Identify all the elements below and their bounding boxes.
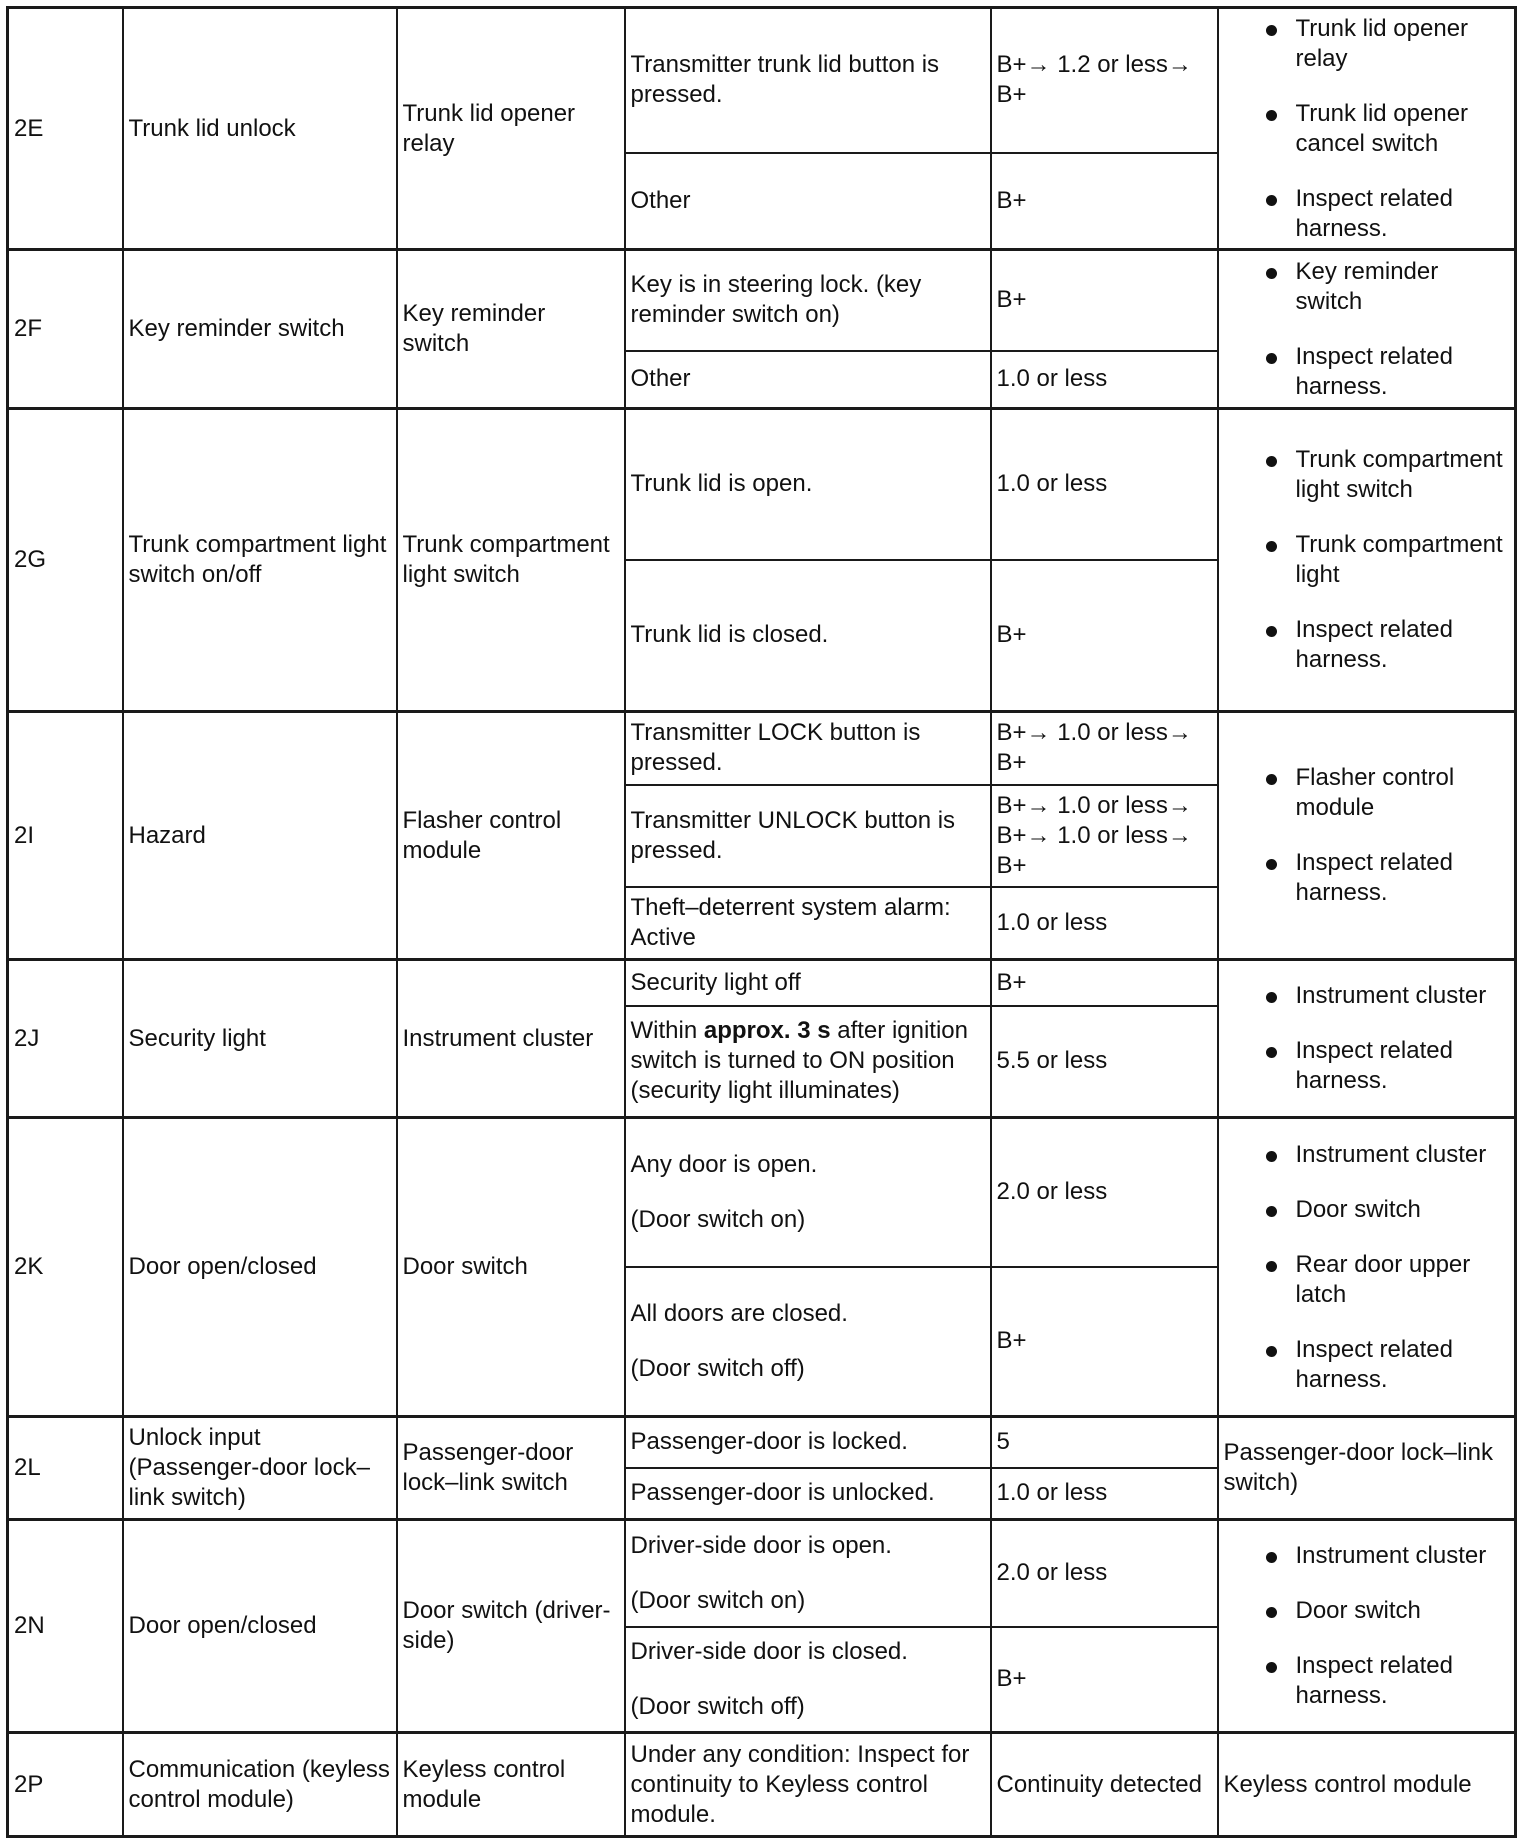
action-cell — [1218, 712, 1516, 960]
condition-line: Any door is open. — [630, 1150, 818, 1178]
action-item: Instrument cluster — [1224, 981, 1510, 1011]
connected-to-cell: Key reminder switch — [397, 250, 625, 409]
voltage-cell: B+ — [991, 250, 1218, 351]
table-row-2j — [8, 960, 1516, 1006]
action-item: Key reminder switch — [1224, 257, 1510, 317]
signal-cell: Hazard — [123, 712, 397, 960]
action-cell — [1218, 960, 1516, 1118]
condition-line: (Door switch on) — [630, 1205, 806, 1233]
voltage-cell: B+ — [991, 1267, 1218, 1417]
action-item: Inspect related harness. — [1224, 184, 1510, 244]
condition-cell: Key is in steering lock. (key reminder switch on) — [625, 250, 991, 351]
condition-cell: Passenger-door is unlocked. — [625, 1468, 991, 1520]
table-row-2e — [8, 8, 1516, 153]
action-list — [1224, 1140, 1510, 1395]
condition-line: Driver-side door is closed. — [630, 1637, 908, 1665]
voltage-cell: B+ — [991, 153, 1218, 250]
table-row-2f — [8, 250, 1516, 351]
action-item: Inspect related harness. — [1224, 1651, 1510, 1711]
action-list — [1224, 763, 1510, 908]
condition-cell: Security light off — [625, 960, 991, 1006]
condition-text: after ignition switch is turned to ON position (security light illuminates) — [630, 1017, 968, 1105]
signal-cell: Security light — [123, 960, 397, 1118]
action-cell — [1218, 1118, 1516, 1417]
signal-cell: Door open/closed — [123, 1118, 397, 1417]
table-row-2p — [8, 1733, 1516, 1837]
condition-cell: Transmitter LOCK button is pressed. — [625, 712, 991, 785]
terminal-voltage-table — [6, 6, 1517, 1838]
connected-to-cell: Door switch — [397, 1118, 625, 1417]
action-cell — [1218, 409, 1516, 712]
voltage-cell: 2.0 or less — [991, 1118, 1218, 1267]
terminal-cell: 2P — [8, 1733, 123, 1837]
action-item: Inspect related harness. — [1224, 848, 1510, 908]
signal-cell: Door open/closed — [123, 1520, 397, 1733]
terminal-cell: 2L — [8, 1417, 123, 1520]
action-list — [1224, 257, 1510, 402]
condition-line: (Door switch off) — [630, 1692, 805, 1720]
voltage-cell: 1.0 or less — [991, 409, 1218, 560]
condition-line: (Door switch off) — [630, 1354, 805, 1382]
voltage-cell: B+ — [991, 1627, 1218, 1733]
action-item: Instrument cluster — [1224, 1140, 1510, 1170]
action-list — [1224, 981, 1510, 1096]
signal-cell: Unlock input (Passenger-door lock–link switch) — [123, 1417, 397, 1520]
action-item: Trunk lid opener relay — [1224, 14, 1510, 74]
action-list — [1224, 1541, 1510, 1711]
action-list — [1224, 14, 1510, 244]
action-item: Door switch — [1224, 1596, 1510, 1626]
voltage-cell: B+ — [991, 960, 1218, 1006]
voltage-cell: B+→ 1.2 or less→ B+ — [991, 8, 1218, 153]
terminal-cell: 2G — [8, 409, 123, 712]
action-cell — [1218, 250, 1516, 409]
connected-to-cell: Flasher control module — [397, 712, 625, 960]
voltage-cell: Continuity detected — [991, 1733, 1218, 1837]
action-item: Inspect related harness. — [1224, 342, 1510, 402]
condition-cell: Trunk lid is open. — [625, 409, 991, 560]
signal-cell: Communication (keyless control module) — [123, 1733, 397, 1837]
terminal-cell: 2F — [8, 250, 123, 409]
action-cell — [1218, 1520, 1516, 1733]
table-row-2k — [8, 1118, 1516, 1267]
action-list — [1224, 445, 1510, 675]
condition-cell — [625, 1267, 991, 1417]
action-item: Door switch — [1224, 1195, 1510, 1225]
voltage-cell: 1.0 or less — [991, 351, 1218, 409]
terminal-cell: 2I — [8, 712, 123, 960]
table-row-2l — [8, 1417, 1516, 1468]
terminal-cell: 2K — [8, 1118, 123, 1417]
table-row-2n — [8, 1520, 1516, 1627]
action-item: Inspect related harness. — [1224, 1036, 1510, 1096]
action-item: Inspect related harness. — [1224, 615, 1510, 675]
condition-cell: Transmitter trunk lid button is pressed. — [625, 8, 991, 153]
connected-to-cell: Trunk lid opener relay — [397, 8, 625, 250]
connected-to-cell: Keyless control module — [397, 1733, 625, 1837]
condition-emphasis: approx. 3 s — [703, 1017, 831, 1045]
action-item: Trunk compartment light switch — [1224, 445, 1510, 505]
action-item: Trunk lid opener cancel switch — [1224, 99, 1510, 159]
voltage-cell: 1.0 or less — [991, 1468, 1218, 1520]
condition-line: (Door switch on) — [630, 1586, 806, 1614]
voltage-cell: 2.0 or less — [991, 1520, 1218, 1627]
voltage-cell: 5 — [991, 1417, 1218, 1468]
signal-cell: Trunk lid unlock — [123, 8, 397, 250]
condition-cell — [625, 1006, 991, 1118]
condition-cell: Transmitter UNLOCK button is pressed. — [625, 785, 991, 887]
voltage-cell: 1.0 or less — [991, 887, 1218, 960]
condition-text: Within — [630, 1017, 704, 1045]
terminal-cell: 2N — [8, 1520, 123, 1733]
terminal-cell: 2J — [8, 960, 123, 1118]
condition-cell: Under any condition: Inspect for continuity to Keyless control module. — [625, 1733, 991, 1837]
signal-cell: Key reminder switch — [123, 250, 397, 409]
condition-cell — [625, 1520, 991, 1627]
table-row-2i — [8, 712, 1516, 785]
condition-cell: Other — [625, 153, 991, 250]
voltage-cell: 5.5 or less — [991, 1006, 1218, 1118]
connected-to-cell: Trunk compartment light switch — [397, 409, 625, 712]
action-item: Rear door upper latch — [1224, 1250, 1510, 1310]
condition-cell: Passenger-door is locked. — [625, 1417, 991, 1468]
action-cell: Keyless control module — [1218, 1733, 1516, 1837]
condition-line: Driver-side door is open. — [630, 1531, 892, 1559]
voltage-cell: B+→ 1.0 or less→ B+ — [991, 712, 1218, 785]
connected-to-cell: Instrument cluster — [397, 960, 625, 1118]
condition-cell: Trunk lid is closed. — [625, 560, 991, 712]
condition-cell: Theft–deterrent system alarm: Active — [625, 887, 991, 960]
action-item: Inspect related harness. — [1224, 1335, 1510, 1395]
action-cell: Passenger-door lock–link switch) — [1218, 1417, 1516, 1520]
action-item: Flasher control module — [1224, 763, 1510, 823]
voltage-cell: B+→ 1.0 or less→ B+→ 1.0 or less→ B+ — [991, 785, 1218, 887]
condition-cell — [625, 1627, 991, 1733]
signal-cell: Trunk compartment light switch on/off — [123, 409, 397, 712]
table-row-2g — [8, 409, 1516, 560]
terminal-cell: 2E — [8, 8, 123, 250]
action-item: Trunk compartment light — [1224, 530, 1510, 590]
action-item: Instrument cluster — [1224, 1541, 1510, 1571]
action-cell — [1218, 8, 1516, 250]
connected-to-cell: Door switch (driver-side) — [397, 1520, 625, 1733]
condition-cell — [625, 1118, 991, 1267]
connected-to-cell: Passenger-door lock–link switch — [397, 1417, 625, 1520]
condition-line: All doors are closed. — [630, 1299, 848, 1327]
condition-cell: Other — [625, 351, 991, 409]
voltage-cell: B+ — [991, 560, 1218, 712]
